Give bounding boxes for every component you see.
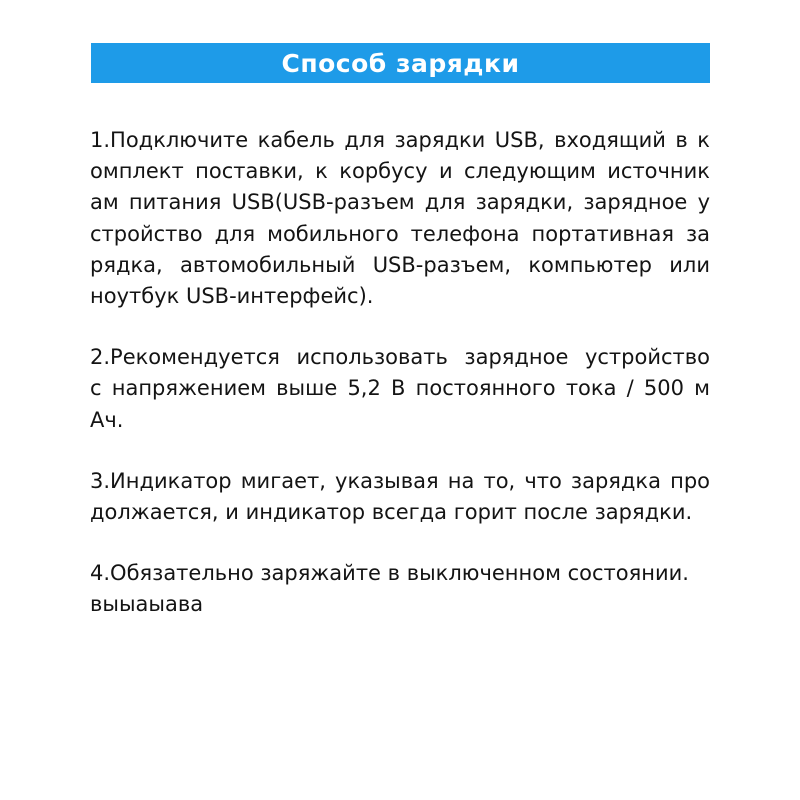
instructions-body [90, 125, 710, 651]
text-line: стройство для мобильного телефона портативная за [90, 221, 710, 246]
text-line: 3.Индикатор мигает, указывая на то, что зарядка про [90, 468, 710, 493]
text-line: рядка, автомобильный USB-разъем, компьютер или [90, 252, 710, 277]
text-line: омплект поставки, к корбусу и следующим источник [90, 159, 710, 184]
section-title: Способ зарядки [281, 48, 520, 78]
text-line: 1.Подключите кабель для зарядки USB, входящий в к [90, 128, 710, 152]
text-line: 2.Рекомендуется использовать зарядное устройство [90, 345, 710, 370]
instruction-step-4 [90, 558, 710, 620]
section-header [91, 43, 710, 83]
instruction-step-1 [90, 125, 710, 312]
text-line: Ач. [90, 407, 124, 432]
text-line: 4.Обязательно заряжайте в выключенном состоянии. [90, 561, 689, 586]
text-line: должается, и индикатор всегда горит после зарядки. [90, 500, 693, 525]
text-line: ам питания USB(USB-разъем для зарядки, зарядное у [90, 190, 710, 215]
text-line: с напряжением выше 5,2 В постоянного тока / 500 м [90, 376, 710, 401]
instruction-step-3 [90, 466, 710, 528]
instruction-step-2 [90, 342, 710, 436]
text-line: выыаыава [90, 592, 204, 617]
text-line: ноутбук USB-интерфейс). [90, 284, 374, 309]
